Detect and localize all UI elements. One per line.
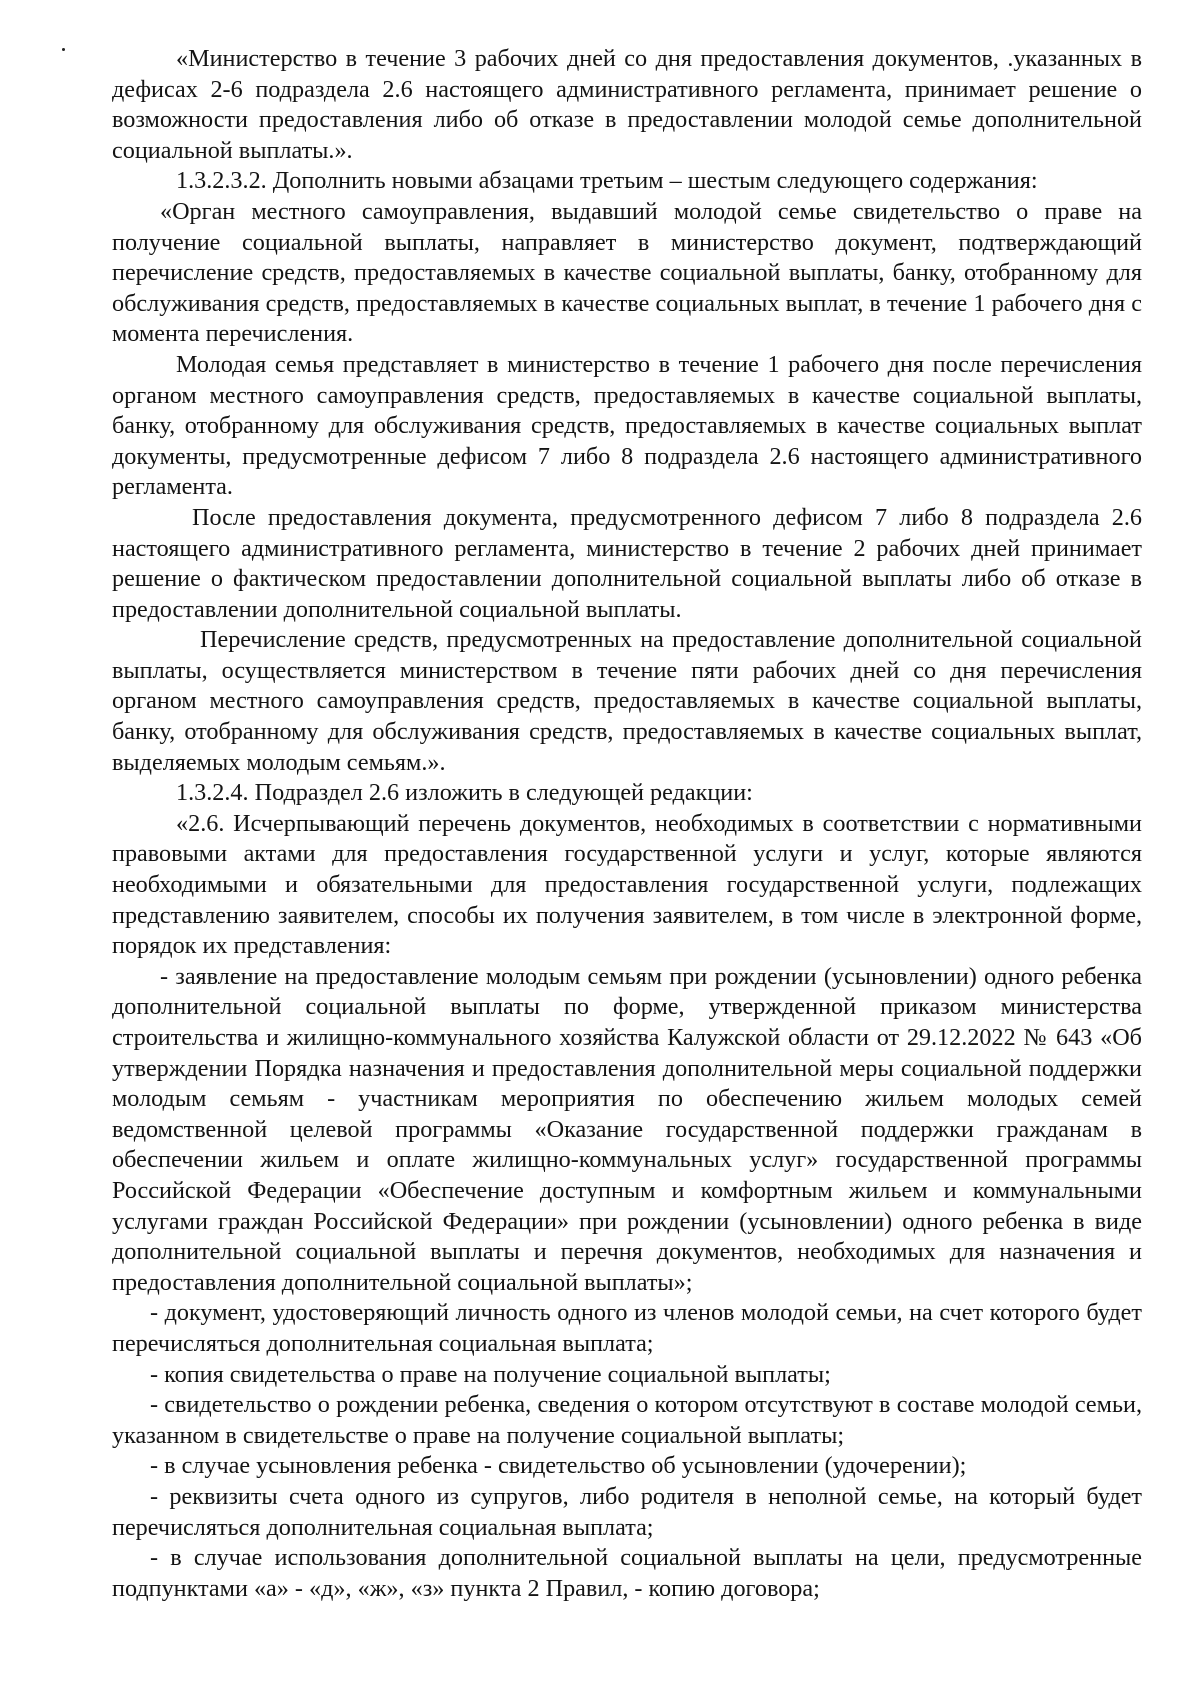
list-item-birth-certificate: - свидетельство о рождении ребенка, сведения о котором отсутствуют в составе молодой семьи, указанном в свидетельстве о праве на получение социальной выплаты; [112,1391,1142,1449]
paragraph-young-family-submits: Молодая семья представляет в министерство в течение 1 рабочего дня после перечисления органом местного самоуправления средств, предоставляемых в качестве социальной выплаты, банку, отобранному для обслуживания средств, предоставляемых в качестве социальных выплат документы, предусмотренные дефисом 7 либо 8 подраздела 2.6 настоящего административного регламента. [112,350,1142,501]
paragraph-transfer-of-funds: Перечисление средств, предусмотренных на предоставление дополнительной социальной выплаты, осуществляется министерством в течение пяти рабочих дней со дня перечисления органом местного самоуправления средств, предоставляемых в качестве социальной выплаты, банку, отобранному для обслуживания средств, предоставляемых в качестве социальных выплат, выделяемых молодым семьям.». [112,626,1142,776]
list-item-contract-copy: - в случае использования дополнительной социальной выплаты на цели, предусмотренные подпунктами «а» - «д», «ж», «з» пункта 2 Правил, - копию договора; [112,1544,1142,1602]
paragraph-amendment-1-3-2-3-2: 1.3.2.3.2. Дополнить новыми абзацами третьим – шестым следующего содержания: [176,167,1038,195]
list-item-account-details: - реквизиты счета одного из супругов, либо родителя в неполной семье, на который будет перечисляться дополнительная социальная выплата; [112,1482,1142,1541]
list-item-identity-document: - документ, удостоверяющий личность одного из членов молодой семьи, на счет которого будет перечисляться дополнительная социальная выплата; [112,1299,1142,1357]
paragraph-after-submission: После предоставления документа, предусмотренного дефисом 7 либо 8 подраздела 2.6 настоящего административного регламента, министерство в течение 2 рабочих дней принимает решение о фактическом предоставлении дополнительной социальной выплаты либо об отказе в предоставлении дополнительной социальной выплаты. [112,503,1142,623]
document-page [112,44,1142,1604]
paragraph-section-2-6: «2.6. Исчерпывающий перечень документов, необходимых в соответствии с нормативными правовыми актами для предоставления государственной услуги и услуг, которые являются необходимыми и обязательными для предоставления государственной услуги, подлежащих представлению заявителем, способы их получения заявителем, в том числе в электронной форме, порядок их представления: [112,809,1142,960]
list-item-application: - заявление на предоставление молодым семьям при рождении (усыновлении) одного ребенка дополнительной социальной выплаты по форме, утвержденной приказом министерства строительства и жилищно-коммунального хозяйства Калужской области от 29.12.2022 № 643 «Об утверждении Порядка назначения и предоставления дополнительной меры социальной поддержки молодым семьям - участникам мероприятия по обеспечению жильем молодых семей ведомственной целевой программы «Оказание государственной поддержки гражданам в обеспечении жильем и оплате жилищно-коммунальных услуг» государственной программы Российской Федерации «Обеспечение доступным и комфортным жильем и коммунальными услугами граждан Российской Федерации» при рождении (усыновлении) одного ребенка в виде дополнительной социальной выплаты и перечня документов, необходимых для назначения и предоставления дополнительной социальной выплаты»; [112,962,1142,1296]
paragraph-local-authority: «Орган местного самоуправления, выдавший молодой семье свидетельство о праве на получение социальной выплаты, направляет в министерство документ, подтверждающий перечисление средств, предоставляемых в качестве социальной выплаты, банку, отобранному для обслуживания средств, предоставляемых в качестве социальных выплат, в течение 1 рабочего дня с момента перечисления. [112,197,1142,348]
paragraph-ministry-decision: «Министерство в течение 3 рабочих дней со дня предоставления документов, .указанных в дефисах 2-6 подраздела 2.6 настоящего административного регламента, принимает решение о возможности предоставления либо об отказе в предоставлении молодой семье дополнительной социальной выплаты.». [112,45,1142,164]
paragraph-amendment-1-3-2-4: 1.3.2.4. Подраздел 2.6 изложить в следующей редакции: [176,779,753,807]
list-item-adoption-certificate: - в случае усыновления ребенка - свидетельство об усыновлении (удочерении); [150,1452,967,1480]
scan-speck [62,48,65,51]
list-item-certificate-copy: - копия свидетельства о праве на получение социальной выплаты; [150,1360,831,1388]
